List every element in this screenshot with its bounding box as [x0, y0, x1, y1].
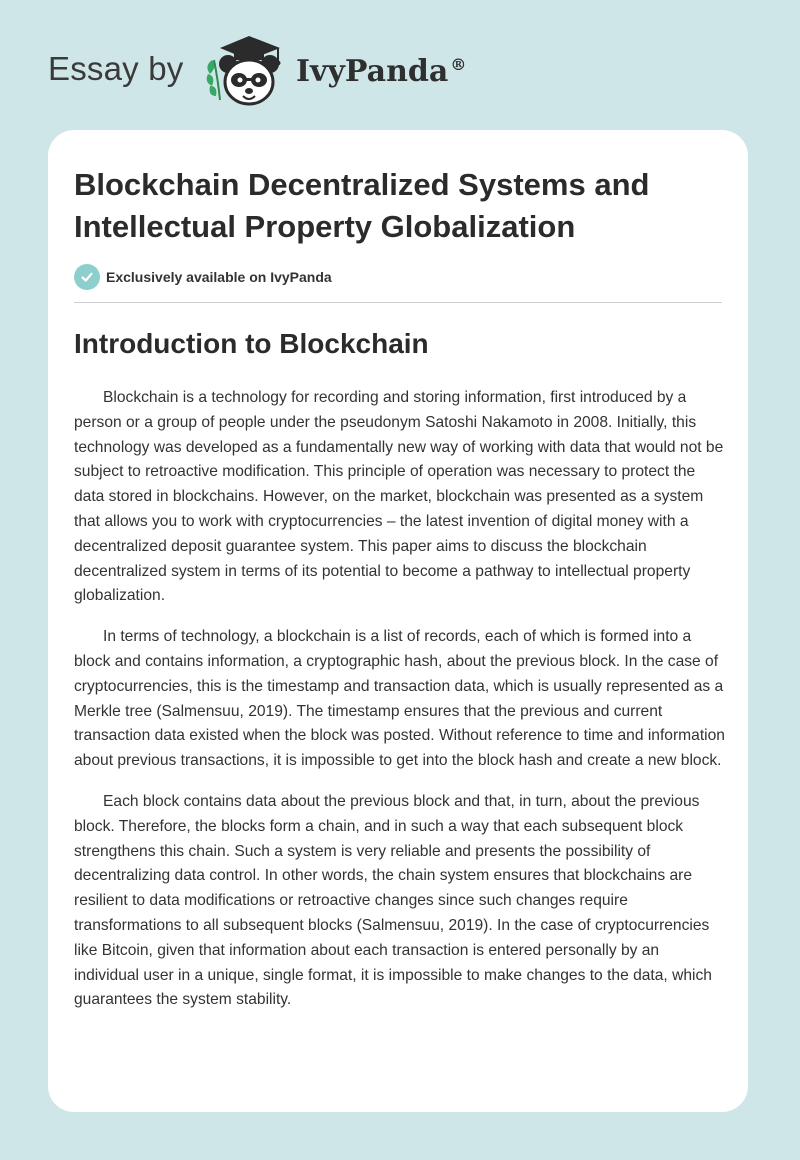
check-circle-icon	[74, 264, 100, 290]
exclusive-badge	[74, 264, 332, 290]
essay-card	[48, 130, 748, 1112]
paragraph: Each block contains data about the previous block and that, in turn, about the previous block. Therefore, the blocks form a chain, and in such a way that each subsequent block strengthens this chain. Such a system is very reliable and presents the possibility of decentralizing data control. In other words, the chain system ensures that blockchains are resilient to data modifications or retroactive changes since such changes require transformations to all subsequent blocks (Salmensuu, 2019). In the case of cryptocurrencies like Bitcoin, given that information about each transaction is entered personally by an individual user in a unique, single format, it is impossible to make changes to the data, which guarantees the system stability.	[74, 792, 712, 1009]
site-header	[48, 30, 508, 110]
essay-title: Blockchain Decentralized Systems and Intellectual Property Globalization	[74, 167, 650, 244]
exclusive-badge-text: Exclusively available on IvyPanda	[106, 269, 332, 285]
essay-by-label: Essay by	[48, 50, 184, 87]
registered-mark: ®	[450, 55, 467, 74]
panda-graduate-logo-icon[interactable]	[200, 30, 296, 110]
ivypanda-wordmark[interactable]	[296, 54, 466, 89]
section-heading: Introduction to Blockchain	[74, 328, 429, 359]
brand-name-text: IvyPanda	[296, 54, 449, 89]
essay-body	[74, 386, 726, 1029]
paragraph: In terms of technology, a blockchain is a list of records, each of which is formed into a block and contains information, a cryptographic hash, about the previous block. In the case of cryptocurrencies, this is the timestamp and transaction data, which is usually represented as a Merkle tree (Salmensuu, 2019). The timestamp ensures that the previous and current transaction data existed when the block was posted. Without reference to time and information about previous transactions, it is impossible to get into the block hash and create a new block.	[74, 628, 725, 770]
title-divider	[74, 302, 722, 303]
paragraph: Blockchain is a technology for recording and storing information, first introduced by a person or a group of people under the pseudonym Satoshi Nakamoto in 2008. Initially, this technology was developed as a fundamentally new way of working with data that would not be subject to retroactive modification. This principle of operation was necessary to protect the data stored in blockchains. However, on the market, blockchain was presented as a system that allows you to work with cryptocurrencies – the latest invention of digital money with a decentralized deposit guarantee system. This paper aims to discuss the blockchain decentralized system in terms of its potential to become a pathway to intellectual property globalization.	[74, 389, 724, 605]
